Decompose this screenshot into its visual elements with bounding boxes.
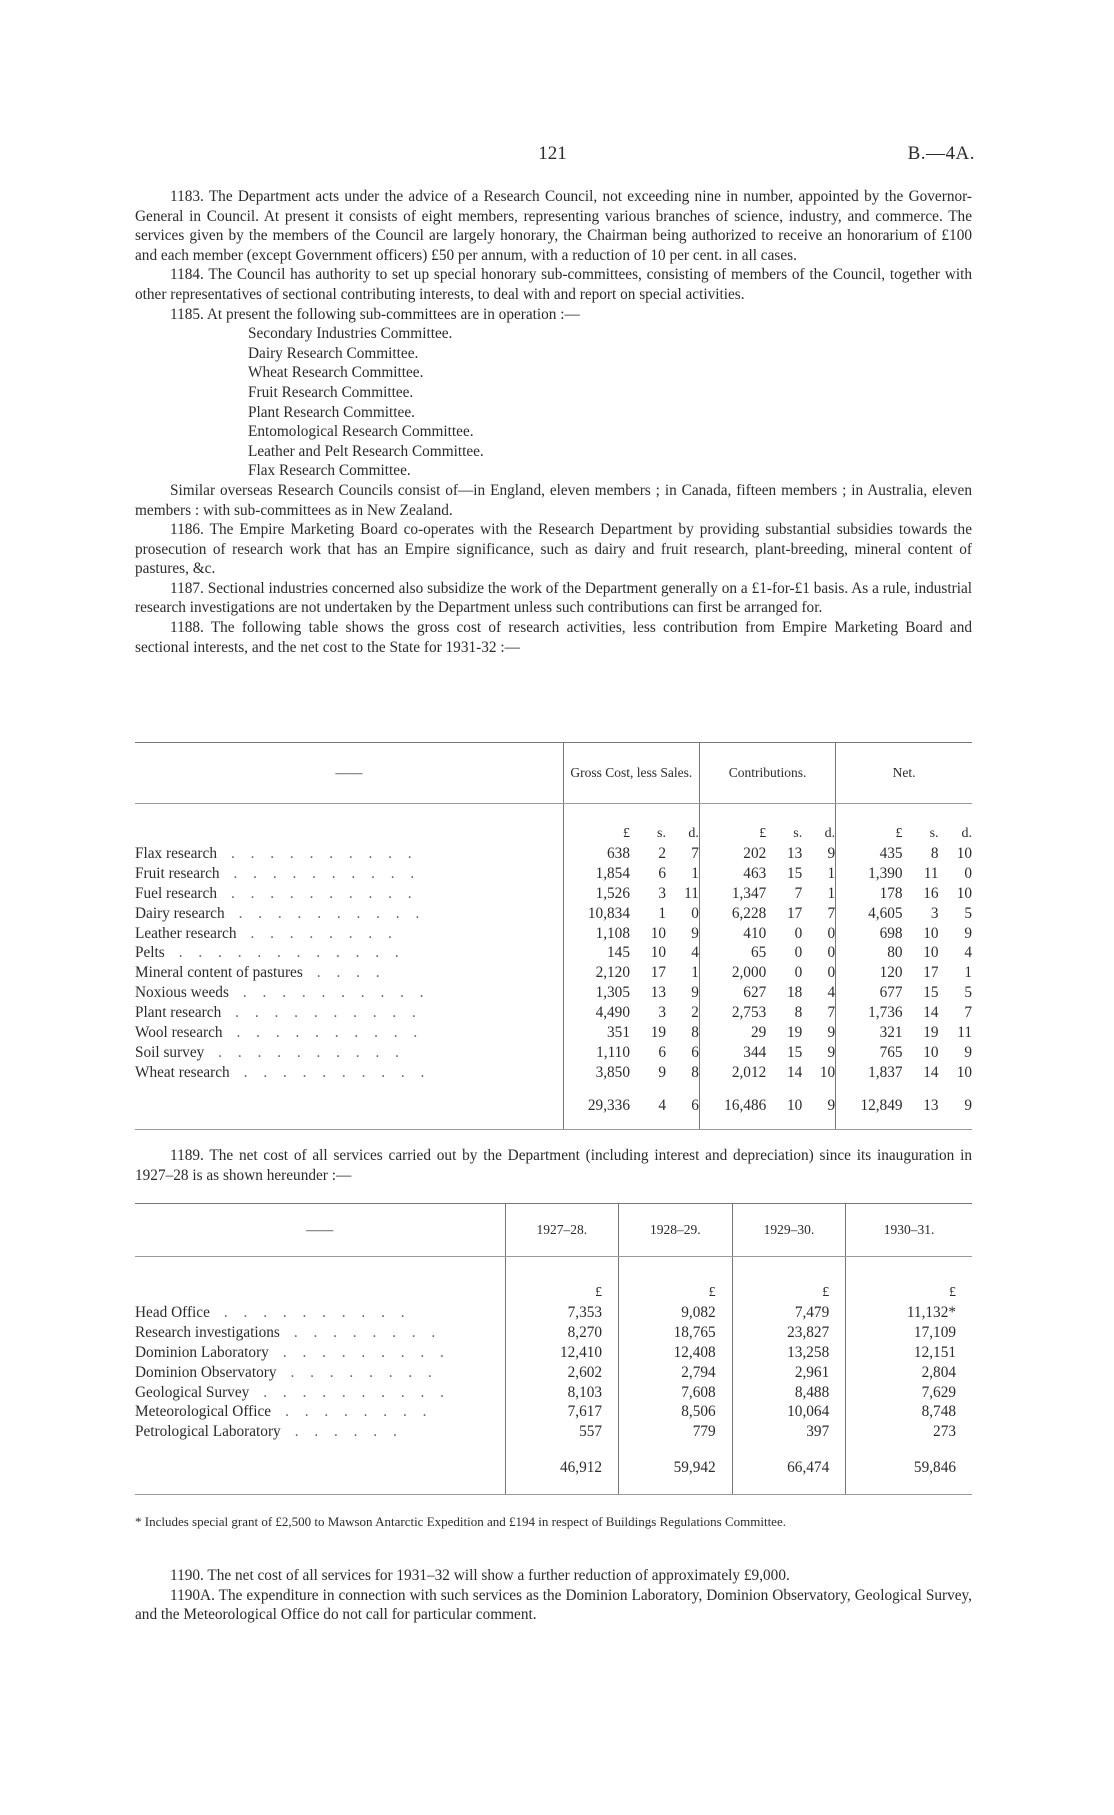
total-shillings: 13: [903, 1083, 939, 1130]
cell-pence: 8: [691, 1063, 699, 1081]
table-row: [135, 1343, 972, 1363]
net-cost-body: [135, 1257, 972, 1495]
paragraph-1184: 1184. The Council has authority to set up special honorary sub-committees, consisting of members of the Council, together with other representatives of sectional contributing interests, to deal with and report on special activities.: [135, 266, 972, 303]
cell-shillings: 17: [650, 964, 666, 982]
cell-pounds: 1,526: [563, 884, 630, 904]
leader-dots: . . . .: [316, 964, 386, 982]
cell-value: 557: [505, 1422, 619, 1442]
table-row: [135, 864, 972, 884]
cell-value: 8,103: [505, 1383, 619, 1403]
cell-pounds: 3,850: [563, 1063, 630, 1083]
table-row: [135, 963, 972, 983]
cell-shillings: 3: [658, 1004, 666, 1022]
cell-pounds: 627: [699, 983, 766, 1003]
column-header-gross: Gross Cost, less Sales.: [563, 743, 699, 804]
cell-value: 12,408: [619, 1343, 733, 1363]
cell-shillings: 10: [650, 924, 666, 942]
cell-value: 7,353: [505, 1303, 619, 1323]
table-row: [135, 1063, 972, 1083]
table-row: [135, 943, 972, 963]
row-label-text: Flax research: [135, 844, 217, 862]
cell-pence: 4: [827, 984, 836, 1002]
total-spacer: [135, 1083, 563, 1130]
cell-pence: 0: [827, 964, 836, 982]
cell-shillings: 0: [794, 964, 803, 982]
cell-pence: 7: [827, 1004, 836, 1022]
row-label: [135, 983, 563, 1003]
research-cost-table: [135, 742, 972, 1130]
cell-shillings: 13: [650, 984, 666, 1002]
leader-dots: . . . . . . . . . .: [233, 864, 421, 882]
paragraph-1188: 1188. The following table shows the gross cost of research activities, less contribution from Empire Marketing Board and sectional interests, and the net cost to the State for 1931-32 :—: [135, 619, 972, 656]
unit-shillings: s.: [929, 826, 939, 841]
row-label-text: Noxious weeds: [135, 984, 229, 1002]
row-label: [135, 924, 563, 944]
cell-value: 11,132*: [846, 1303, 972, 1323]
cell-pounds: 145: [563, 943, 630, 963]
cell-shillings: 7: [794, 884, 803, 902]
cell-shillings: 14: [923, 1004, 939, 1022]
row-label: [135, 864, 563, 884]
row-label-text: Dairy research: [135, 904, 225, 922]
cell-shillings: 15: [786, 1043, 803, 1061]
paragraph-1186: 1186. The Empire Marketing Board co-operates with the Research Department by providing substantial subsidies towards the prosecution of research work that has an Empire significance, such as dairy and fruit research, plant-breeding, mineral content of pastures, &c.: [135, 521, 972, 578]
table-row: [135, 1043, 972, 1063]
total-pence: 6: [666, 1083, 699, 1130]
cell-value: 7,629: [846, 1383, 972, 1403]
leader-dots: . . . . . . . . . .: [230, 884, 418, 902]
row-label-text: Fuel research: [135, 884, 217, 902]
cell-shillings: 0: [794, 944, 803, 962]
leader-dots: . . . . . . . . . .: [238, 904, 426, 922]
row-label-text: Wheat research: [135, 1063, 230, 1081]
document-reference: B.—4A.: [907, 143, 975, 164]
blank-header: ——: [135, 1204, 505, 1257]
leader-dots: . . . . . . . .: [290, 1363, 438, 1381]
cell-value: 10,064: [732, 1402, 846, 1422]
cell-pence: 1: [691, 864, 699, 882]
cell-pounds: 2,012: [699, 1063, 766, 1083]
cell-pence: 10: [819, 1063, 836, 1081]
table-row: [135, 1323, 972, 1343]
units-row: [135, 804, 972, 844]
cell-shillings: 17: [923, 964, 939, 982]
total-value: 59,942: [619, 1442, 733, 1495]
cell-pounds: 351: [563, 1023, 630, 1043]
cell-value: 12,151: [846, 1343, 972, 1363]
cell-pence: 9: [691, 924, 699, 942]
table-row: [135, 924, 972, 944]
total-pence: 9: [939, 1083, 972, 1130]
leader-dots: . . . . . . . . . .: [235, 1004, 422, 1022]
cell-value: 17,109: [846, 1323, 972, 1343]
blank-header: ——: [135, 743, 563, 804]
total-value: 46,912: [505, 1442, 619, 1495]
cell-shillings: 1: [658, 904, 666, 922]
row-label: [135, 963, 563, 983]
row-label-text: Fruit research: [135, 864, 220, 882]
cell-pence: 10: [956, 884, 972, 902]
cell-pence: 10: [956, 1063, 972, 1081]
cell-value: 8,748: [846, 1402, 972, 1422]
cell-pounds: 463: [699, 864, 766, 884]
unit-pence: d.: [688, 826, 699, 841]
row-label-text: Plant research: [135, 1004, 222, 1022]
total-shillings: 4: [630, 1083, 666, 1130]
cell-pence: 2: [691, 1004, 699, 1022]
row-label: [135, 1402, 505, 1422]
cell-shillings: 16: [923, 884, 939, 902]
row-label-text: Research investigations: [135, 1323, 280, 1341]
cell-pence: 4: [691, 944, 699, 962]
leader-dots: . . . . . . . .: [285, 1403, 433, 1421]
row-label: [135, 1323, 505, 1343]
cell-pence: 9: [964, 924, 972, 942]
cell-shillings: 11: [923, 864, 939, 882]
cell-value: 7,479: [732, 1303, 846, 1323]
row-label: [135, 1422, 505, 1442]
cell-shillings: 8: [794, 1004, 803, 1022]
cell-value: 8,488: [732, 1383, 846, 1403]
row-label-text: Mineral content of pastures: [135, 964, 303, 982]
cell-value: 273: [846, 1422, 972, 1442]
cell-pounds: 435: [836, 844, 903, 864]
cell-pence: 0: [827, 924, 836, 942]
cell-value: 779: [619, 1422, 733, 1442]
list-item: Dairy Research Committee.: [248, 344, 419, 362]
row-label: [135, 844, 563, 864]
cell-shillings: 2: [658, 844, 666, 862]
leader-dots: . . . . . . . . . .: [230, 844, 418, 862]
row-label: [135, 1043, 563, 1063]
leader-dots: . . . . . . . .: [250, 924, 398, 942]
cell-shillings: 19: [923, 1024, 939, 1042]
cell-pence: 9: [827, 844, 836, 862]
cell-shillings: 10: [923, 1043, 939, 1061]
cell-shillings: 19: [786, 1024, 803, 1042]
cell-pence: 9: [964, 1043, 972, 1061]
table-row: [135, 983, 972, 1003]
cell-shillings: 3: [930, 904, 939, 922]
cell-pounds: 698: [836, 924, 903, 944]
row-label-text: Pelts: [135, 944, 165, 962]
cell-pence: 9: [827, 1024, 836, 1042]
row-label-text: Dominion Laboratory: [135, 1343, 269, 1361]
row-label: [135, 1383, 505, 1403]
row-label: [135, 943, 563, 963]
cell-value: 13,258: [732, 1343, 846, 1363]
year-header: 1927–28.: [505, 1204, 619, 1257]
cell-shillings: 15: [923, 984, 939, 1002]
cell-pence: 7: [827, 904, 836, 922]
cell-pounds: 2,753: [699, 1003, 766, 1023]
cell-pence: 5: [964, 904, 972, 922]
year-header: 1930–31.: [846, 1204, 972, 1257]
row-label: [135, 884, 563, 904]
table-row: [135, 1023, 972, 1043]
page-header: [130, 143, 975, 167]
cell-pounds: 677: [836, 983, 903, 1003]
table-row: [135, 844, 972, 864]
cell-pence: 0: [827, 944, 836, 962]
row-label: [135, 1063, 563, 1083]
paragraph-overseas-councils: Similar overseas Research Councils consist of—in England, eleven members ; in Canada, fifteen members ; in Australia, eleven members : with sub-committees as in New Zealand.: [135, 481, 972, 519]
cell-pence: 0: [691, 904, 699, 922]
page-number: 121: [538, 143, 567, 164]
cell-value: 8,270: [505, 1323, 619, 1343]
row-label-text: Meteorological Office: [135, 1403, 272, 1421]
cell-pounds: 202: [699, 844, 766, 864]
cell-pence: 7: [964, 1004, 972, 1022]
row-label-text: Head Office: [135, 1303, 210, 1321]
units-row: [135, 1257, 972, 1303]
paragraph-1190: 1190. The net cost of all services for 1931–32 will show a further reduction of approximately £9,000.: [170, 1567, 790, 1584]
row-label: [135, 1303, 505, 1323]
cell-value: 2,602: [505, 1363, 619, 1383]
unit-pounds: £: [699, 804, 766, 844]
body-text-1189: [135, 1146, 972, 1185]
cell-pounds: 1,854: [563, 864, 630, 884]
cell-pence: 8: [691, 1024, 699, 1042]
cell-shillings: 8: [930, 844, 939, 862]
unit-pounds: £: [563, 804, 630, 844]
table-row: [135, 1003, 972, 1023]
net-cost-table: [135, 1203, 972, 1495]
list-item: Entomological Research Committee.: [248, 423, 474, 441]
cell-pence: 5: [964, 984, 972, 1002]
cell-pounds: 1,305: [563, 983, 630, 1003]
paragraph-1189: 1189. The net cost of all services carried out by the Department (including interest and depreciation) since its inauguration in 1927–28 is as shown hereunder :—: [135, 1147, 972, 1184]
table-row: [135, 904, 972, 924]
cell-shillings: 14: [786, 1063, 803, 1081]
list-item: Leather and Pelt Research Committee.: [248, 442, 484, 460]
total-spacer: [135, 1442, 505, 1495]
row-label-text: Wool research: [135, 1024, 223, 1042]
cell-value: 7,608: [619, 1383, 733, 1403]
cell-pounds: 1,347: [699, 884, 766, 904]
units-spacer: [135, 1257, 505, 1303]
cell-pence: 11: [957, 1024, 972, 1042]
cell-pence: 9: [691, 984, 699, 1002]
row-label: [135, 1363, 505, 1383]
cell-pounds: 80: [836, 943, 903, 963]
paragraph-1183: 1183. The Department acts under the advice of a Research Council, not exceeding nine in number, appointed by the Governor-General in Council. At present it consists of eight members, representing various branches of science, industry, and commerce. The services given by the members of the Council are largely honorary, the Chairman being authorized to receive an honorarium of £100 and each member (except Government officers) £50 per annum, with a reduction of 10 per cent. in all cases.: [135, 188, 972, 264]
leader-dots: . . . . . . . . . .: [223, 1303, 411, 1321]
cell-shillings: 17: [786, 904, 803, 922]
list-item: Fruit Research Committee.: [248, 383, 414, 401]
cell-shillings: 13: [786, 844, 803, 862]
year-header: 1929–30.: [732, 1204, 846, 1257]
cell-pounds: 120: [836, 963, 903, 983]
row-label: [135, 1003, 563, 1023]
cell-pence: 0: [964, 864, 972, 882]
cell-pounds: 4,490: [563, 1003, 630, 1023]
table-row: [135, 1383, 972, 1403]
leader-dots: . . . . . . . . . .: [236, 1024, 424, 1042]
cell-pounds: 6,228: [699, 904, 766, 924]
cell-pounds: 638: [563, 844, 630, 864]
list-item: Wheat Research Committee.: [248, 364, 424, 382]
table-row: [135, 1402, 972, 1422]
body-text-top: [135, 187, 972, 657]
column-header-net: Net.: [836, 743, 972, 804]
cell-shillings: 15: [786, 864, 803, 882]
unit-shillings: s.: [657, 826, 666, 841]
leader-dots: . . . . . . . . . .: [218, 1043, 405, 1061]
units-spacer: [135, 804, 563, 844]
cell-value: 2,804: [846, 1363, 972, 1383]
row-label: [135, 904, 563, 924]
cell-pounds: 765: [836, 1043, 903, 1063]
cell-shillings: 9: [658, 1063, 666, 1081]
total-row: [135, 1442, 972, 1495]
cell-pounds: 1,390: [836, 864, 903, 884]
unit-pence: d.: [824, 826, 836, 841]
cell-pence: 10: [956, 844, 972, 862]
cell-value: 12,410: [505, 1343, 619, 1363]
cell-value: 397: [732, 1422, 846, 1442]
cell-pounds: 29: [699, 1023, 766, 1043]
leader-dots: . . . . . .: [294, 1423, 403, 1441]
total-pounds: 12,849: [836, 1083, 903, 1130]
cell-pence: 1: [827, 884, 836, 902]
row-label: [135, 1343, 505, 1363]
cell-pounds: 321: [836, 1023, 903, 1043]
year-header: 1928–29.: [619, 1204, 733, 1257]
cell-pence: 7: [691, 844, 699, 862]
leader-dots: . . . . . . . . .: [282, 1343, 450, 1361]
cell-shillings: 0: [794, 924, 803, 942]
footnote: * Includes special grant of £2,500 to Mawson Antarctic Expedition and £194 in respect of Buildings Regulations Committee.: [135, 1514, 786, 1529]
cell-pence: 1: [691, 964, 699, 982]
cell-pounds: 10,834: [563, 904, 630, 924]
cell-shillings: 14: [923, 1063, 939, 1081]
unit-pounds: £: [836, 804, 903, 844]
cell-pounds: 4,605: [836, 904, 903, 924]
cell-pence: 6: [691, 1043, 699, 1061]
list-item: Secondary Industries Committee.: [248, 325, 453, 343]
unit-shillings: s.: [793, 826, 803, 841]
paragraph-1187: 1187. Sectional industries concerned also subsidize the work of the Department generally on a £1-for-£1 basis. As a rule, industrial research investigations are not undertaken by the Department unless such contributions can first be arranged for.: [135, 579, 972, 617]
cell-pounds: 65: [699, 943, 766, 963]
total-pounds: 29,336: [563, 1083, 630, 1130]
list-item: Flax Research Committee.: [248, 462, 411, 480]
row-label-text: Leather research: [135, 924, 237, 942]
unit-pence: d.: [961, 826, 972, 841]
total-pounds: 16,486: [699, 1083, 766, 1130]
unit-pounds: £: [846, 1257, 972, 1303]
row-label-text: Soil survey: [135, 1043, 205, 1061]
cell-value: 8,506: [619, 1402, 733, 1422]
paragraph-1190a: 1190A. The expenditure in connection with such services as the Dominion Laboratory, Dominion Observatory, Geological Survey, and the Meteorological Office do not call for particular comment.: [135, 1586, 972, 1624]
cell-value: 7,617: [505, 1402, 619, 1422]
cell-shillings: 10: [923, 924, 939, 942]
leader-dots: . . . . . . . . . . . .: [178, 944, 405, 962]
row-label: [135, 1023, 563, 1043]
table-row: [135, 884, 972, 904]
cell-pounds: 178: [836, 884, 903, 904]
cell-shillings: 10: [923, 944, 939, 962]
cell-value: 18,765: [619, 1323, 733, 1343]
cell-shillings: 10: [650, 944, 666, 962]
leader-dots: . . . . . . . . . .: [243, 1063, 431, 1081]
column-header-contributions: Contributions.: [699, 743, 835, 804]
cell-pounds: 1,110: [563, 1043, 630, 1063]
leader-dots: . . . . . . . . . .: [242, 984, 430, 1002]
unit-pounds: £: [732, 1257, 846, 1303]
cell-shillings: 3: [658, 884, 666, 902]
table-row: [135, 1303, 972, 1323]
research-cost-body: [135, 804, 972, 1130]
cell-shillings: 18: [786, 984, 803, 1002]
cell-shillings: 19: [650, 1024, 666, 1042]
row-label-text: Dominion Observatory: [135, 1363, 277, 1381]
cell-shillings: 6: [658, 864, 666, 882]
total-row: [135, 1083, 972, 1130]
cell-value: 9,082: [619, 1303, 733, 1323]
total-value: 59,846: [846, 1442, 972, 1495]
cell-shillings: 6: [658, 1043, 666, 1061]
row-label-text: Geological Survey: [135, 1383, 250, 1401]
cell-value: 2,794: [619, 1363, 733, 1383]
cell-pence: 9: [827, 1043, 836, 1061]
cell-pounds: 410: [699, 924, 766, 944]
cell-pounds: 1,736: [836, 1003, 903, 1023]
total-value: 66,474: [732, 1442, 846, 1495]
leader-dots: . . . . . . . .: [293, 1323, 442, 1341]
cell-value: 23,827: [732, 1323, 846, 1343]
cell-pounds: 1,108: [563, 924, 630, 944]
paragraph-1185: 1185. At present the following sub-committees are in operation :—: [170, 305, 580, 323]
cell-pounds: 344: [699, 1043, 766, 1063]
cell-value: 2,961: [732, 1363, 846, 1383]
table-row: [135, 1363, 972, 1383]
cell-pence: 4: [964, 944, 972, 962]
cell-pounds: 2,000: [699, 963, 766, 983]
cell-pounds: 2,120: [563, 963, 630, 983]
leader-dots: . . . . . . . . . .: [263, 1383, 450, 1401]
unit-pounds: £: [619, 1257, 733, 1303]
cell-pounds: 1,837: [836, 1063, 903, 1083]
cell-pence: 1: [964, 964, 972, 982]
total-pence: 9: [802, 1083, 835, 1130]
table-row: [135, 1422, 972, 1442]
total-shillings: 10: [766, 1083, 802, 1130]
cell-pence: 11: [684, 884, 699, 902]
row-label-text: Petrological Laboratory: [135, 1423, 281, 1441]
body-text-bottom: [135, 1566, 972, 1625]
cell-pence: 1: [827, 864, 836, 882]
unit-pounds: £: [505, 1257, 619, 1303]
subcommittee-list: [135, 324, 972, 481]
list-item: Plant Research Committee.: [248, 403, 415, 421]
